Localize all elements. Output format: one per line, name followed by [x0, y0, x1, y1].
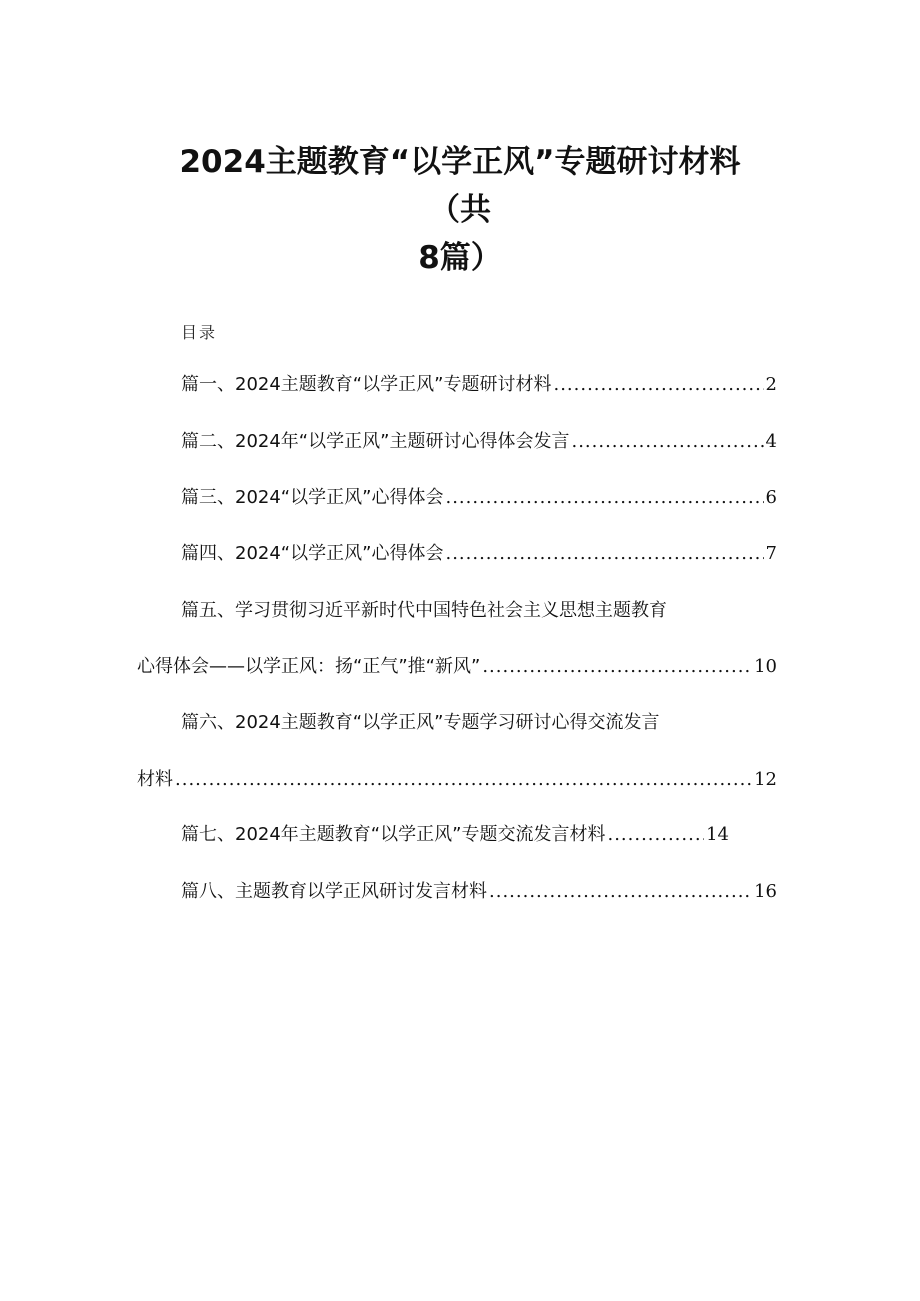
toc-page-number: 14	[706, 824, 729, 845]
title-line-2: （共	[429, 192, 491, 228]
toc-entry-4[interactable]	[181, 541, 777, 567]
toc-entry-5[interactable]	[137, 654, 777, 680]
toc-page-number: 12	[754, 769, 777, 790]
toc-page-number: 7	[765, 543, 777, 564]
toc-entry-7[interactable]	[181, 822, 729, 848]
toc-entry-6[interactable]	[137, 767, 777, 793]
toc-page-number: 4	[765, 431, 777, 452]
toc-dot-leader	[489, 879, 752, 905]
toc-page-number: 16	[754, 881, 777, 902]
toc-dot-leader	[607, 822, 704, 848]
toc-entry-title: 材料	[137, 769, 173, 790]
toc-page-number: 2	[765, 374, 777, 395]
title-line-3: 8篇）	[418, 240, 502, 276]
toc-entry-5-first-line[interactable]: 篇五、学习贯彻习近平新时代中国特色社会主义思想主题教育	[181, 600, 667, 621]
document-title	[0, 138, 920, 282]
title-line-1: 2024主题教育“以学正风”专题研讨材料	[179, 144, 741, 180]
toc-entry-title: 篇八、主题教育以学正风研讨发言材料	[181, 881, 487, 902]
toc-page-number: 10	[754, 656, 777, 677]
toc-entry-title: 篇三、2024“以学正风”心得体会	[181, 487, 444, 508]
toc-entry-title: 篇七、2024年主题教育“以学正风”专题交流发言材料	[181, 824, 606, 845]
toc-entry-6-first-line[interactable]: 篇六、2024主题教育“以学正风”专题学习研讨心得交流发言	[181, 712, 660, 733]
toc-dot-leader	[445, 541, 763, 567]
toc-dot-leader	[482, 654, 752, 680]
toc-dot-leader	[445, 485, 763, 511]
toc-page-number: 6	[765, 487, 777, 508]
toc-heading: 目录	[181, 323, 218, 342]
toc-dot-leader	[553, 372, 763, 398]
toc-entry-title: 篇一、2024主题教育“以学正风”专题研讨材料	[181, 374, 552, 395]
toc-dot-leader	[175, 767, 752, 793]
toc-entry-8[interactable]	[181, 879, 777, 905]
toc-entry-title: 篇四、2024“以学正风”心得体会	[181, 543, 444, 564]
toc-entry-title: 心得体会——以学正风：扬“正气”推“新风”	[137, 656, 481, 677]
toc-entry-1[interactable]	[181, 372, 777, 398]
toc-dot-leader	[571, 429, 763, 455]
toc-entry-title: 篇二、2024年“以学正风”主题研讨心得体会发言	[181, 431, 570, 452]
toc-entry-3[interactable]	[181, 485, 777, 511]
toc-entry-2[interactable]	[181, 429, 777, 455]
